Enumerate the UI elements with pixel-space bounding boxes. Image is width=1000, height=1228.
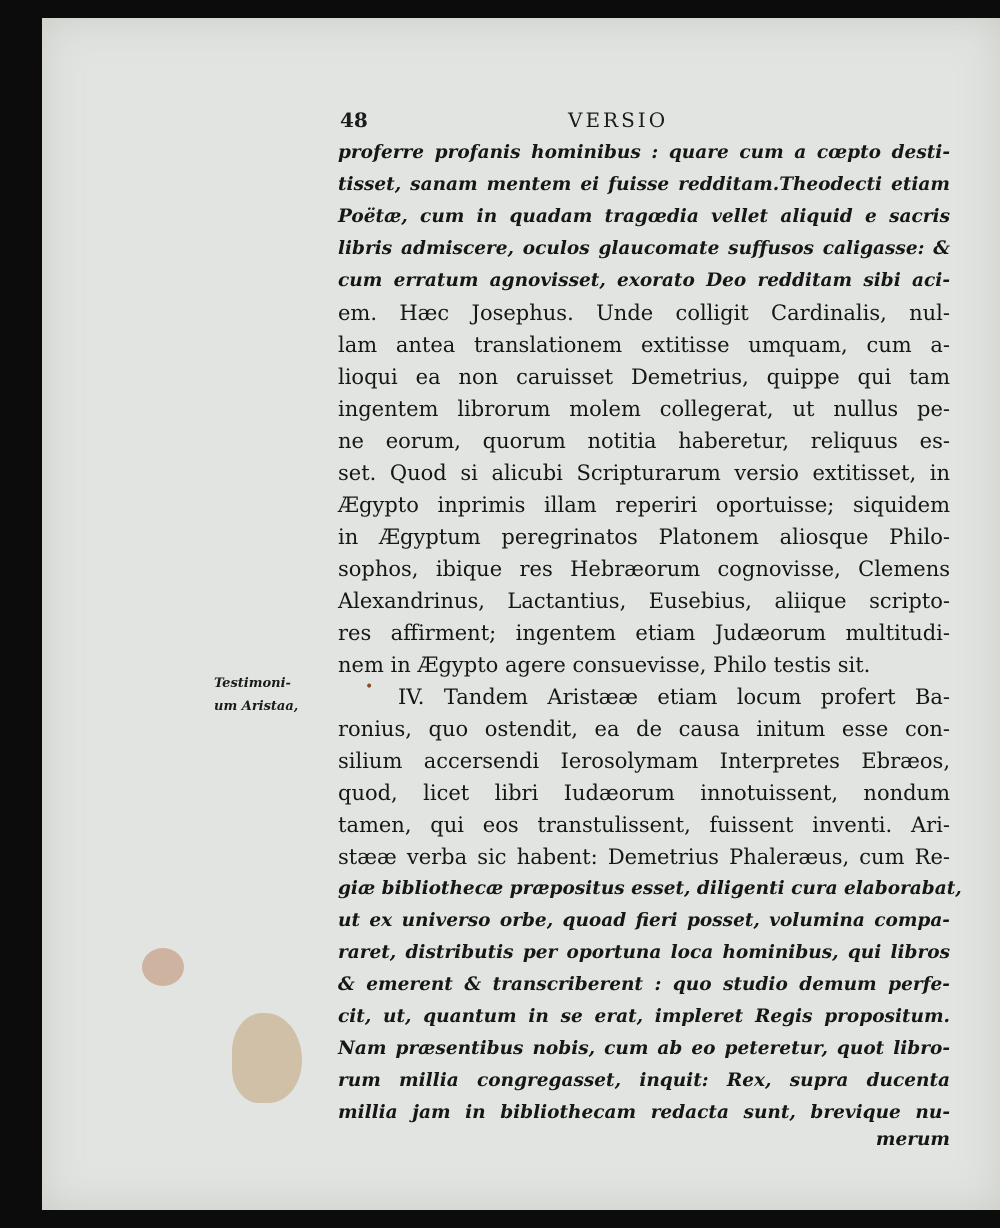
text-line: in Ægyptum peregrinatos Platonem aliosque Philo- xyxy=(338,525,950,549)
text-line: IV. Tandem Aristææ etiam locum profert Ba- xyxy=(398,685,950,709)
text-line: sophos, ibique res Hebræorum cognovisse, Clemens xyxy=(338,557,950,581)
text-line: Nam præsentibus nobis, cum ab eo peteretur, quot libro- xyxy=(338,1038,950,1059)
text-line: nem in Ægypto agere consuevisse, Philo testis sit. xyxy=(338,653,871,677)
text-line: millia jam in bibliothecam redacta sunt, brevique nu- xyxy=(338,1102,950,1123)
margin-note-line: um Aristaa, xyxy=(214,699,299,714)
text-line: ut ex universo orbe, quoad fieri posset, volumina compa- xyxy=(338,910,950,931)
text-line: ronius, quo ostendit, ea de causa initum esse con- xyxy=(338,717,950,741)
text-line: stææ verba sic habent: Demetrius Phaleræus, cum Re- xyxy=(338,845,950,869)
page-stain xyxy=(232,1013,302,1103)
text-line: & emerent & transcriberent : quo studio demum perfe- xyxy=(338,974,950,995)
text-line: raret, distributis per oportuna loca hominibus, qui libros xyxy=(338,942,950,963)
text-line: rum millia congregasset, inquit: Rex, supra ducenta xyxy=(338,1070,950,1091)
text-line: tamen, qui eos transtulissent, fuissent inventi. Ari- xyxy=(338,813,950,837)
text-line: ne eorum, quorum notitia haberetur, reliquus es- xyxy=(338,429,950,453)
text-line: set. Quod si alicubi Scripturarum versio extitisset, in xyxy=(338,461,950,485)
page-header xyxy=(340,108,950,138)
text-line: tisset, sanam mentem ei fuisse redditam.Theodecti etiam xyxy=(338,174,950,195)
text-line: giæ bibliothecæ præpositus esset, diligenti cura elaborabat, xyxy=(338,878,962,899)
catchword: merum xyxy=(875,1129,950,1150)
page-stain xyxy=(142,948,184,986)
page-number: 48 xyxy=(340,108,368,132)
text-line: Poëtæ, cum in quadam tragœdia vellet aliquid e sacris xyxy=(338,206,950,227)
margin-note-line: Testimoni- xyxy=(214,676,291,691)
text-line: Alexandrinus, Lactantius, Eusebius, aliique scripto- xyxy=(338,589,950,613)
text-line: quod, licet libri Iudæorum innotuissent, nondum xyxy=(338,781,950,805)
text-line: lam antea translationem extitisse umquam, cum a- xyxy=(338,333,950,357)
text-line: em. Hæc Josephus. Unde colligit Cardinalis, nul- xyxy=(338,301,950,325)
text-line: proferre profanis hominibus : quare cum a cœpto desti- xyxy=(338,142,950,163)
text-line: res affirment; ingentem etiam Judæorum multitudi- xyxy=(338,621,950,645)
text-line: cit, ut, quantum in se erat, impleret Regis propositum. xyxy=(338,1006,950,1027)
text-line: Ægypto inprimis illam reperiri oportuisse; siquidem xyxy=(338,493,950,517)
running-head: VERSIO xyxy=(568,108,669,132)
text-line: libris admiscere, oculos glaucomate suffusos caligasse: & xyxy=(338,238,950,259)
paragraph-marker: • xyxy=(365,679,374,695)
text-line: silium accersendi Ierosolymam Interpretes Ebræos, xyxy=(338,749,950,773)
text-line: lioqui ea non caruisset Demetrius, quippe qui tam xyxy=(338,365,950,389)
text-line: cum erratum agnovisset, exorato Deo redditam sibi aci- xyxy=(338,270,950,291)
text-line: ingentem librorum molem collegerat, ut nullus pe- xyxy=(338,397,950,421)
